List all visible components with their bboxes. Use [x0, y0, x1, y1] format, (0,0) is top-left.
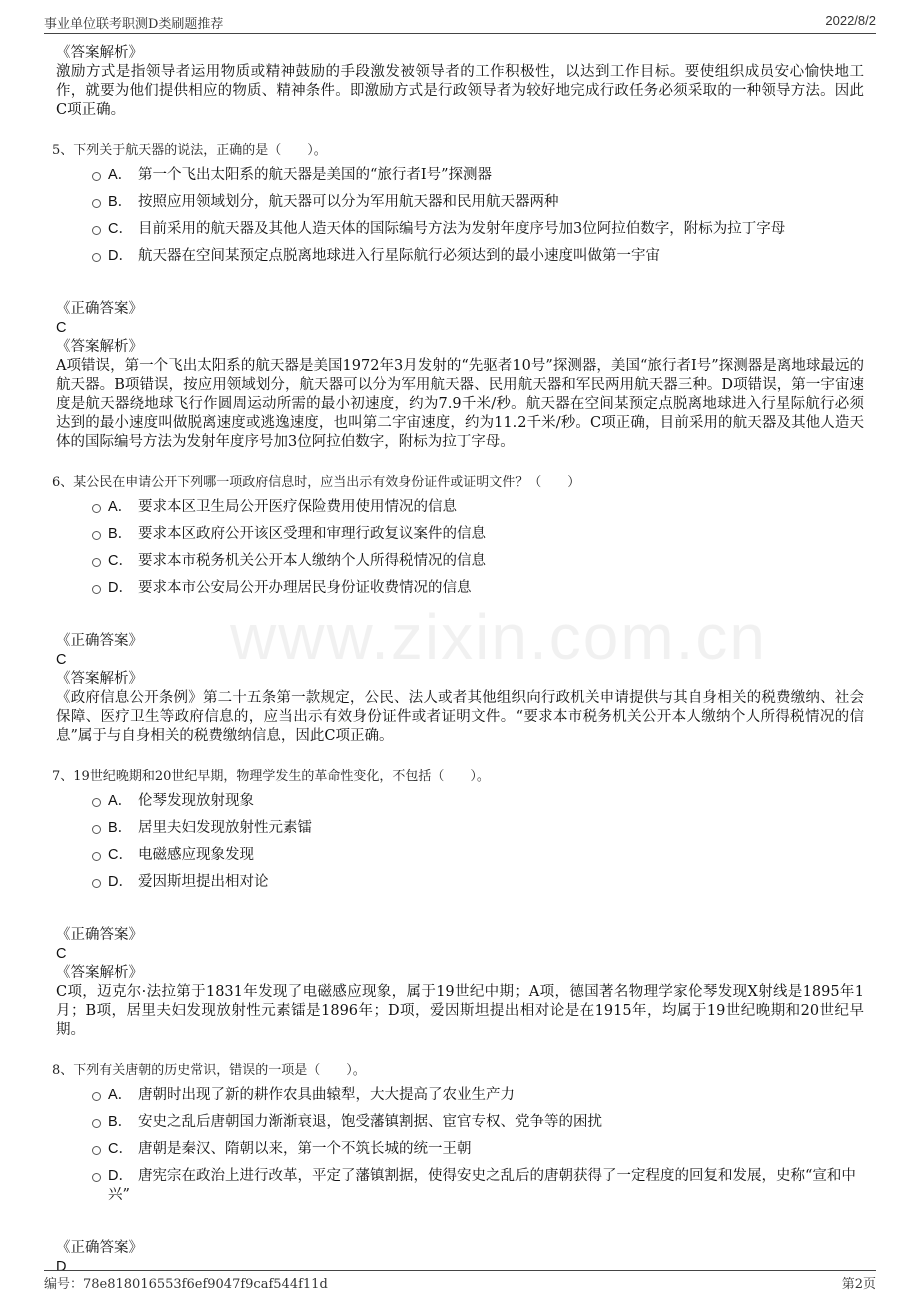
- radio-icon[interactable]: [92, 253, 101, 262]
- option-d[interactable]: D． 要求本市公安局公开办理居民身份证收费情况的信息: [92, 579, 864, 598]
- option-d[interactable]: D． 唐宪宗在政治上进行改革，平定了藩镇割据，使得安史之乱后的唐朝获得了一定程度的回复和发展，史称“宣和中兴”: [92, 1167, 864, 1205]
- question-5: [52, 142, 864, 452]
- watermark: www.zixin.com.cn: [230, 601, 767, 673]
- analysis-label: 《答案解析》: [56, 965, 143, 981]
- page-content: [52, 44, 864, 1277]
- correct-answer: D: [56, 1259, 67, 1275]
- question-stem: 7、19世纪晚期和20世纪早期，物理学发生的革命性变化，不包括（ ）。: [52, 769, 490, 784]
- analysis-text: A项错误，第一个飞出太阳系的航天器是美国1972年3月发射的“先驱者10号”探测器，美国“旅行者I号”探测器是离地球最远的航天器。B项错误，按应用领域划分，航天器可以分为军用航天器、民用航天器和军民两用航天器三种。D项错误，第一宇宙速度是航天器绕地球飞行作圆周运动所需的最小初速度，约为7.9千米/秒。航天器在空间某预定点脱离地球进入行星际航行必须达到的最小速度叫做脱离速度或逃逸速度，也叫第二宇宙速度，约为11.2千米/秒。C项正确，目前采用的航天器及其他人造天体的国际编号方法为发射年度序号加3位阿拉伯数字，附标为拉丁字母。: [56, 358, 864, 450]
- header-title: 事业单位联考职测D类刷题推荐: [44, 17, 224, 32]
- option-c[interactable]: C． 要求本市税务机关公开本人缴纳个人所得税情况的信息: [92, 552, 864, 571]
- question-stem: 8、下列有关唐朝的历史常识，错误的一项是（ ）。: [52, 1063, 366, 1078]
- doc-code: 编号：78e818016553f6ef9047f9caf544f11d: [44, 1277, 328, 1292]
- question-stem: 5、下列关于航天器的说法，正确的是（ ）。: [52, 143, 327, 158]
- answer-label: 《正确答案》: [56, 633, 143, 649]
- option-a[interactable]: A． 要求本区卫生局公开医疗保险费用使用情况的信息: [92, 498, 864, 517]
- radio-icon[interactable]: [92, 798, 101, 807]
- analysis-label: 《答案解析》: [56, 671, 143, 687]
- radio-icon[interactable]: [92, 1173, 101, 1182]
- analysis-label: 《答案解析》: [56, 45, 143, 61]
- answer-label: 《正确答案》: [56, 1240, 143, 1256]
- radio-icon[interactable]: [92, 585, 101, 594]
- answer-label: 《正确答案》: [56, 927, 143, 943]
- radio-icon[interactable]: [92, 172, 101, 181]
- radio-icon[interactable]: [92, 1092, 101, 1101]
- radio-icon[interactable]: [92, 226, 101, 235]
- radio-icon[interactable]: [92, 531, 101, 540]
- analysis-text: 激励方式是指领导者运用物质或精神鼓励的手段激发被领导者的工作积极性，以达到工作目标。要使组织成员安心愉快地工作，就要为他们提供相应的物质、精神条件。即激励方式是行政领导者为较好地完成行政任务必须采取的一种领导方法。因此C项正确。: [56, 64, 864, 118]
- prev-analysis-block: [56, 44, 864, 120]
- radio-icon[interactable]: [92, 879, 101, 888]
- page-number: 第2页: [841, 1277, 876, 1292]
- option-c[interactable]: C． 电磁感应现象发现: [92, 846, 864, 865]
- radio-icon[interactable]: [92, 1119, 101, 1128]
- radio-icon[interactable]: [92, 199, 101, 208]
- option-c[interactable]: C． 唐朝是秦汉、隋朝以来，第一个不筑长城的统一王朝: [92, 1140, 864, 1159]
- radio-icon[interactable]: [92, 852, 101, 861]
- analysis-text: 《政府信息公开条例》第二十五条第一款规定，公民、法人或者其他组织向行政机关申请提供与其自身相关的税费缴纳、社会保障、医疗卫生等政府信息的，应当出示有效身份证件或者证明文件。“要求本市税务机关公开本人缴纳个人所得税情况的信息”属于与自身相关的税费缴纳信息，因此C项正确。: [56, 690, 864, 744]
- page-footer: [44, 1270, 876, 1293]
- analysis-label: 《答案解析》: [56, 339, 143, 355]
- option-b[interactable]: B． 安史之乱后唐朝国力渐渐衰退，饱受藩镇割据、宦官专权、党争等的困扰: [92, 1113, 864, 1132]
- option-c[interactable]: C． 目前采用的航天器及其他人造天体的国际编号方法为发射年度序号加3位阿拉伯数字，附标为拉丁字母: [92, 220, 864, 239]
- option-a[interactable]: A． 伦琴发现放射现象: [92, 792, 864, 811]
- question-8: [52, 1062, 864, 1277]
- correct-answer: C: [56, 946, 67, 962]
- correct-answer: C: [56, 652, 67, 668]
- header-date: 2022/8/2: [825, 13, 876, 28]
- radio-icon[interactable]: [92, 1146, 101, 1155]
- question-stem: 6、某公民在申请公开下列哪一项政府信息时，应当出示有效身份证件或证明文件？（ ）: [52, 475, 581, 490]
- question-6: [52, 474, 864, 746]
- analysis-text: C项，迈克尔·法拉第于1831年发现了电磁感应现象，属于19世纪中期；A项，德国著名物理学家伦琴发现X射线是1895年1月；B项，居里夫妇发现放射性元素镭是1896年；D项，爱因斯坦提出相对论是在1915年，均属于19世纪晚期和20世纪早期。: [56, 984, 864, 1038]
- option-b[interactable]: B． 居里夫妇发现放射性元素镭: [92, 819, 864, 838]
- answer-label: 《正确答案》: [56, 301, 143, 317]
- option-a[interactable]: A． 第一个飞出太阳系的航天器是美国的“旅行者I号”探测器: [92, 166, 864, 185]
- radio-icon[interactable]: [92, 825, 101, 834]
- question-7: [52, 768, 864, 1040]
- correct-answer: C: [56, 320, 67, 336]
- option-d[interactable]: D． 航天器在空间某预定点脱离地球进入行星际航行必须达到的最小速度叫做第一宇宙: [92, 247, 864, 266]
- option-b[interactable]: B． 按照应用领域划分，航天器可以分为军用航天器和民用航天器两种: [92, 193, 864, 212]
- option-b[interactable]: B． 要求本区政府公开该区受理和审理行政复议案件的信息: [92, 525, 864, 544]
- radio-icon[interactable]: [92, 558, 101, 567]
- radio-icon[interactable]: [92, 504, 101, 513]
- option-d[interactable]: D． 爱因斯坦提出相对论: [92, 873, 864, 892]
- page-header: [44, 13, 876, 34]
- option-a[interactable]: A． 唐朝时出现了新的耕作农具曲辕犁，大大提高了农业生产力: [92, 1086, 864, 1105]
